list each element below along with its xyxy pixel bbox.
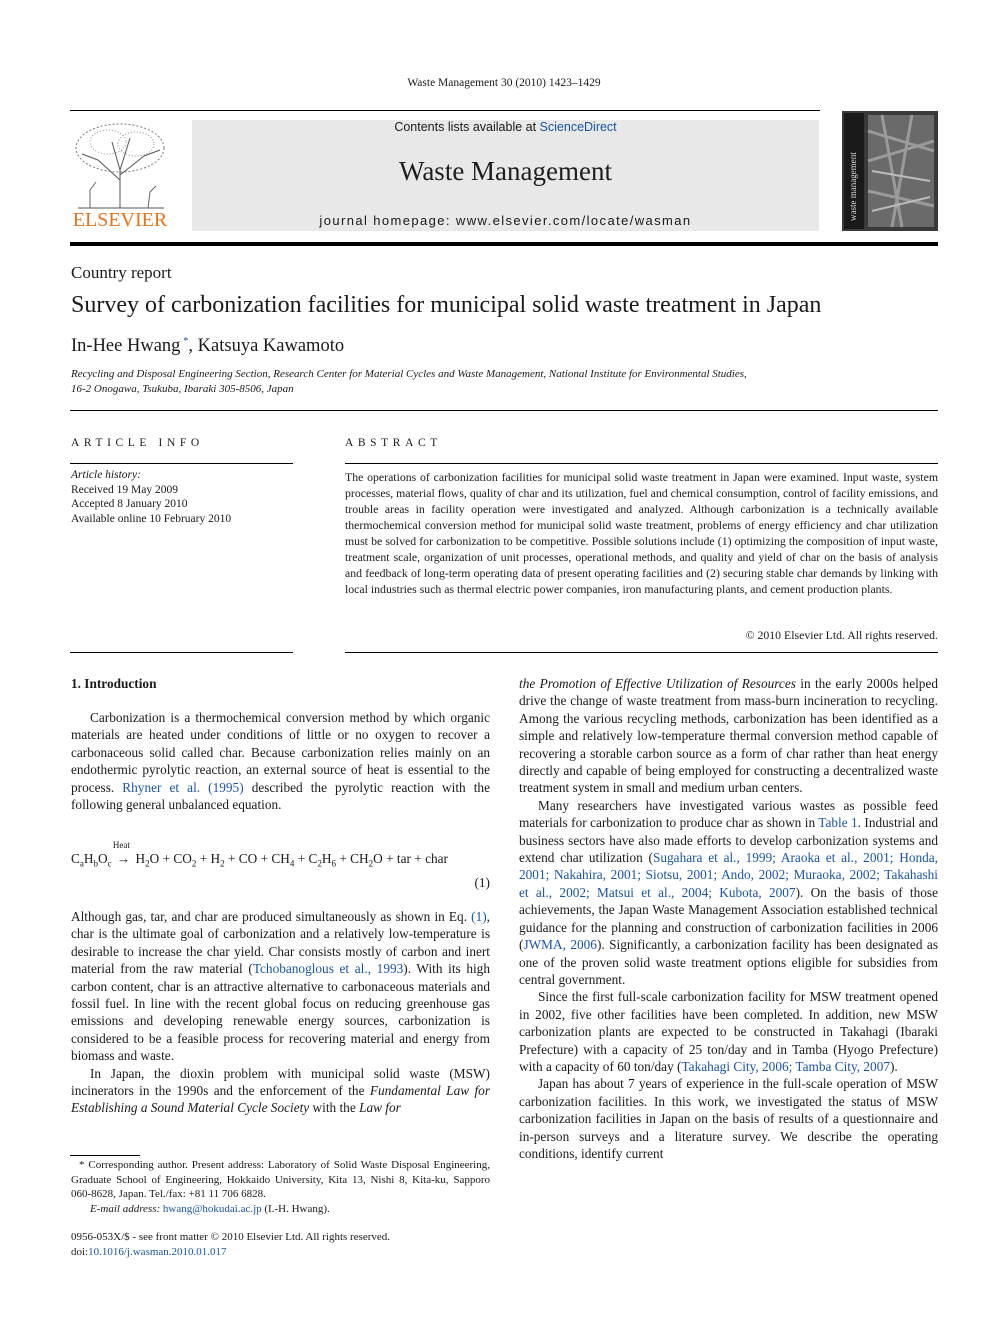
history-label: Article history: [71,469,141,481]
elsevier-logo[interactable] [68,120,172,232]
article-history [71,468,231,526]
citation-link[interactable]: Rhyner et al. (1995) [122,779,244,795]
journal-cover-image[interactable] [842,111,938,231]
footnote-body: Corresponding author. Present address: Laboratory of Solid Waste Disposal Engineering, Graduate School of Engineering, Hokkaido University, Kita 13, Nishi 8, Kita-ku, Sapporo 060-8628, Japan. Tel./fax: +81 11 706 6828. [71,1159,490,1200]
author-separator: , [188,336,198,357]
citation-link[interactable]: Takahagi City, 2006; Tamba City, 2007 [681,1058,890,1074]
affiliation-line: Recycling and Disposal Engineering Section, Research Center for Material Cycles and Waste Management, National Institute for Environmental Studies, [71,368,747,380]
law-name: the Promotion of Effective Utilization of Resources [519,676,796,691]
abstract-heading: ABSTRACT [345,437,442,449]
article-info-heading: ARTICLE INFO [71,437,204,449]
copyright-line: © 2010 Elsevier Ltd. All rights reserved. [745,628,938,642]
equation-link[interactable]: (1) [471,909,487,924]
cover-title: waste management [848,152,858,221]
doi-line [71,1245,390,1260]
text-run: . Industrial and business sectors have also made efforts to develop carbonization systems and extend char utilization ( [519,815,938,866]
reaction-arrow: Heat → [112,840,131,866]
author-name[interactable]: Katsuya Kawamoto [197,336,345,357]
footnote-text [71,1158,490,1202]
email-suffix: (I.-H. Hwang). [261,1202,330,1215]
text-run: ). On the basis of those achievements, the Japan Waste Management Association established technical guidance for the planning and construction of carbonization facilities in 2006 ( [519,884,938,953]
article-info-rule [70,463,293,464]
paragraph [519,797,938,988]
text-run: ). Significantly, a carbonization facility has been designated as one of the proven solid waste treatment options eligible for subsidies from central government. [519,937,938,987]
text-run: Carbonization is a thermochemical conversion method by which organic materials are heated under conditions of little or no oxygen to recover a carbonaceous solid called char. Because carbonization relies mainly on an endothermic pyrolytic reaction, an external source of heat is essential to the process. [71,710,490,795]
law-name: Law for [359,1100,401,1116]
journal-citation: Waste Management 30 (2010) 1423–1429 [407,77,601,89]
text-run: in the early 2000s helped drive the change of waste treatment from mass-burn incineration to recycling. Among the various recycling methods, carbonization has been identified as a simple and relatively low-temperature thermal conversion method capable of recovering a storable carbon source as a form of char rather than heat energy directly and capable of being employed for constructing a decentralized waste treatment system in small and medium urban centers. [519,676,938,796]
paragraph [519,988,938,1075]
law-name: Fundamental Law for Establishing a Sound Material Cycle Society [71,1083,490,1116]
text-run: Many researchers have investigated various wastes as possible feed materials for carbonization to produce char as shown in [519,797,938,831]
contents-line [192,120,819,134]
section-heading: 1. Introduction [71,676,157,691]
abstract-rule [345,463,938,464]
author-list [71,336,344,357]
header-rule [70,110,820,111]
text-run: Although gas, tar, and char are produced simultaneously as shown in Eq. [71,909,472,924]
paragraph [519,1075,938,1162]
article-title: Survey of carbonization facilities for municipal solid waste treatment in Japan [71,292,822,318]
abstract-bottom-rule [345,652,938,653]
paragraph [71,1065,490,1117]
footnote [71,1158,490,1216]
received-date: Received 19 May 2009 [71,483,178,496]
footnote-rule [70,1155,140,1156]
email-link[interactable]: hwang@hokudai.ac.jp [162,1202,262,1215]
tree-icon [68,120,172,212]
corresponding-author-mark[interactable]: * [183,336,189,347]
citation-link[interactable]: Tchobanoglous et al., 1993 [252,961,404,977]
body-column-left [71,709,490,813]
text-run: , char is the ultimate goal of carbonization and a relatively low-temperature is desirable to increase the char yield. Char consists mostly of carbon and inert material from the raw material ( [71,909,490,977]
footnote-email [71,1202,490,1217]
abstract-text: The operations of carbonization facilities for municipal solid waste treatment in Japan were examined. Input waste, system processes, material flows, quality of char and its utilization, fuel and chemical consumption, control of facility emissions, and trouble areas in facility operation were investigated and analyzed. Although carbonization is a technically available thermochemical conversion method for municipal solid waste treatment, problems of energy efficiency and char utilization must be solved for carbonization to be competitive. Possible solutions include (1) optimizing the composition of input waste, treatment scale, organization of unit processes, operational methods, and quality and yield of char on the basis of analysis and feedback of long-term operating data of present operating facilities and (2) securing stable char demands by linking with local industries such as thermal electric power companies, iron manufacturing plants, and cement production plants. [345,470,938,596]
elsevier-wordmark: ELSEVIER [72,209,168,231]
citation-link[interactable]: Sugahara et al., 1999; Araoka et al., 2001; Honda, 2001; Nakahira, 2001; Siotsu, 2001; Ando, 2002; Muraoka, 2002; Takahashi et al., 2002; Matsui et al., 2004; Kubota, 2007 [519,850,938,900]
text-run: Japan has about 7 years of experience in the full-scale operation of MSW carbonization facilities. In this work, we investigated the status of MSW carbonization facilities in Japan on the basis of results of a questionnaire and in-person surveys and a literature survey. We describe the operating conditions, identify current [519,1076,938,1161]
text-run: ). [890,1058,898,1074]
citation-link[interactable]: JWMA, 2006 [523,937,597,953]
article-type: Country report [71,263,172,282]
accepted-date: Accepted 8 January 2010 [71,498,188,510]
sciencedirect-link[interactable]: ScienceDirect [539,120,617,134]
equation-number: (1) [474,875,490,890]
paragraph [71,709,490,813]
body-column-left-cont [71,908,490,1117]
cover-art [842,111,938,231]
paragraph [519,675,938,797]
author-name[interactable]: In-Hee Hwang [71,336,181,357]
doi-label: doi: [71,1245,89,1258]
paragraph [71,908,490,1065]
online-date: Available online 10 February 2010 [71,512,232,525]
affiliation-line: 16-2 Onogawa, Tsukuba, Ibaraki 305-8506, Japan [71,382,294,395]
affiliation [71,367,831,396]
journal-title: Waste Management [399,156,612,186]
table-link[interactable]: Table 1 [818,815,858,831]
text-run: ). With its high carbon content, char is an attractive alternative to carbonaceous materials and fossil fuel. In line with the recent global focus on reducing greenhouse gas emissions and developing renewable energy sources, carbonization is considered to be a feasible process for recovering material and energy from biomass and waste. [71,961,490,1064]
article-info-bottom-rule [70,652,293,653]
text-run: with the [309,1100,360,1116]
text-run: described the pyrolytic reaction with the following general unbalanced equation. [71,779,490,813]
issn-line: 0956-053X/$ - see front matter © 2010 Elsevier Ltd. All rights reserved. [71,1231,391,1243]
journal-homepage[interactable]: journal homepage: www.elsevier.com/locate/wasman [319,213,692,228]
text-run: Since the first full-scale carbonization facility for MSW treatment opened in 2002, five other facilities have been completed. In addition, new MSW carbonization plants are expected to be constructed in Takahagi (Ibaraki Prefecture) with a capacity of 25 ton/day and in Tamba (Hyogo Prefecture) with a capacity of 60 ton/day ( [519,989,938,1074]
doi-link[interactable]: 10.1016/j.wasman.2010.01.017 [88,1245,227,1258]
equation-1: $C_aH_bO_c$ Heat → $H_2O + CO_2 + H_2$ + CO + $CH_4 + C_2H_6 + CH_2O$ + tar + char (1) [71,840,490,890]
email-label: E-mail address: [90,1202,163,1215]
contents-prefix: Contents lists available at [394,120,540,134]
page-footer [71,1230,390,1259]
title-rule [70,410,938,411]
arrow-label: Heat [112,840,130,850]
body-column-right [519,675,938,1162]
text-run: In Japan, the dioxin problem with municipal solid waste (MSW) incinerators in the 1990s and the enforcement of the [71,1065,490,1099]
footnote-mark: * [79,1159,85,1171]
masthead-thick-rule [70,242,938,246]
